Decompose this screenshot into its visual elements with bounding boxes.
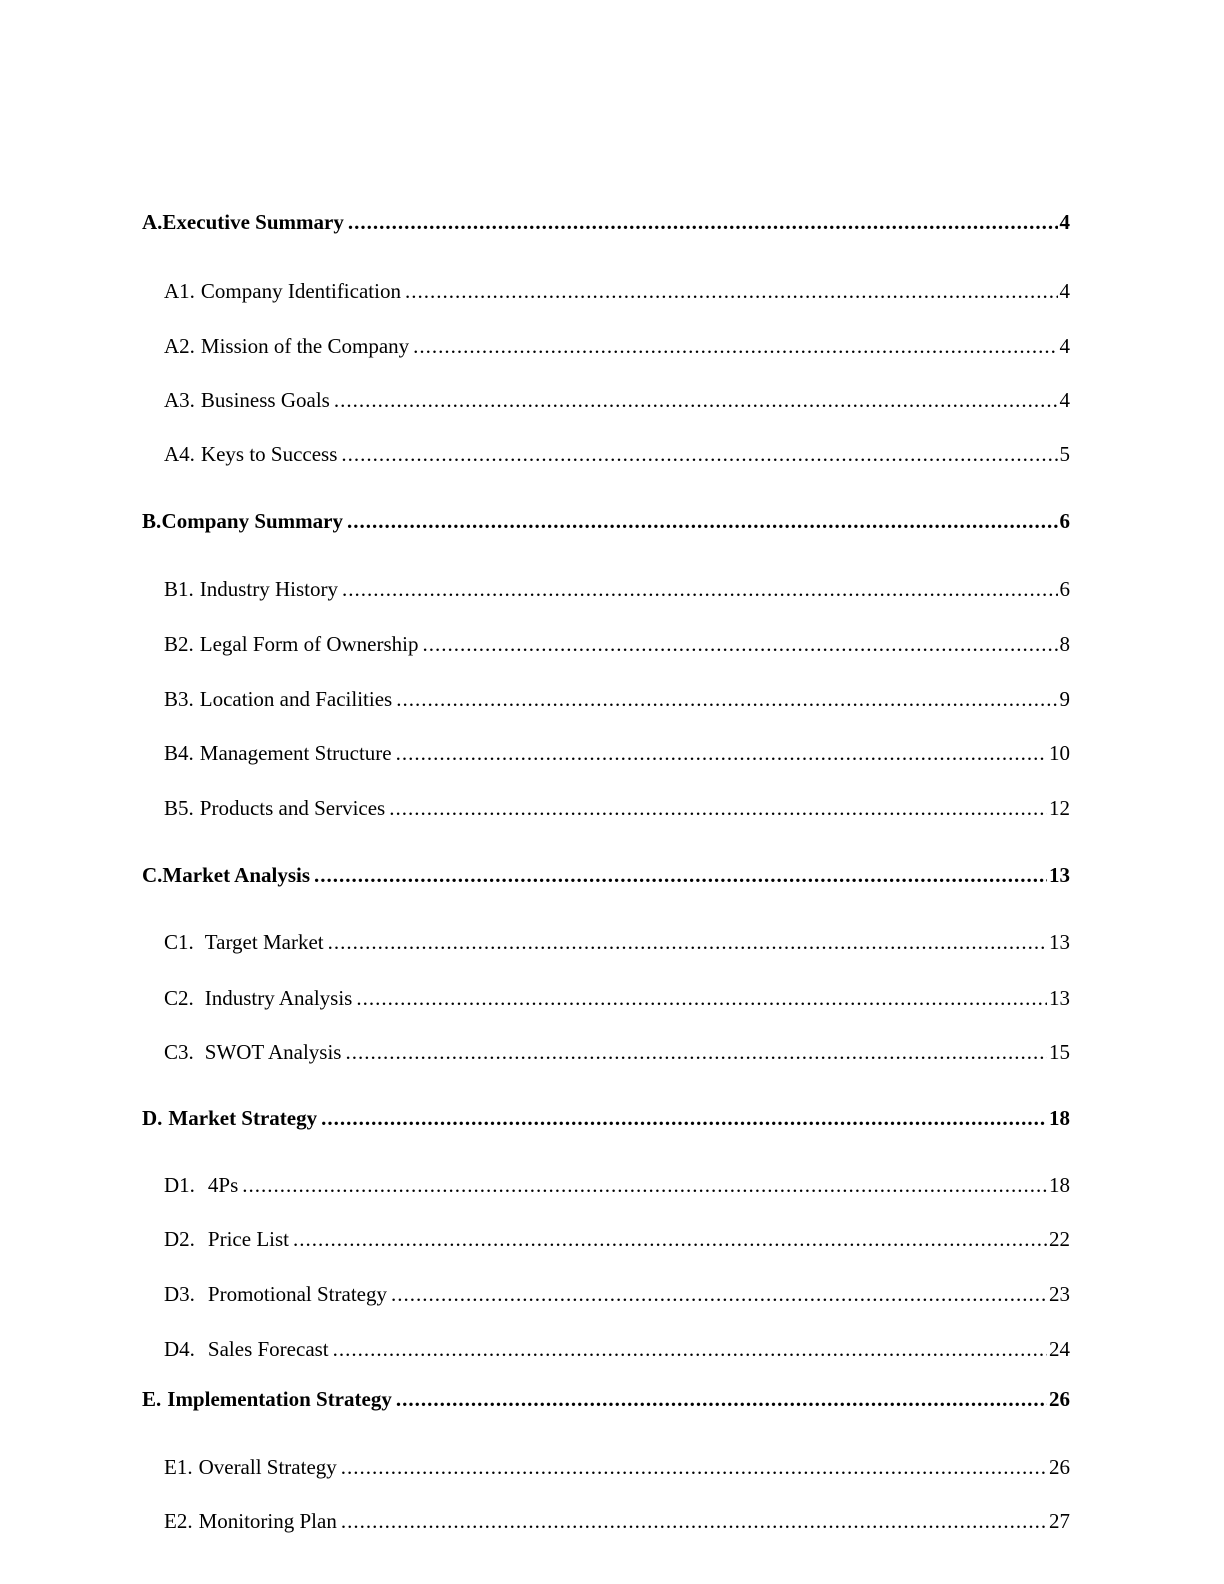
toc-number: D. xyxy=(142,1106,163,1130)
toc-title: Sales Forecast xyxy=(207,1337,329,1361)
toc-number: A2. xyxy=(164,334,195,358)
toc-title: Legal Form of Ownership xyxy=(199,632,419,656)
toc-leader-dots xyxy=(345,1039,1047,1065)
toc-leader-dots xyxy=(356,985,1047,1011)
toc-title: Industry Analysis xyxy=(204,986,353,1010)
toc-title: Target Market xyxy=(204,930,324,954)
toc-leader-dots xyxy=(396,686,1057,712)
toc-page-number: 22 xyxy=(1049,1227,1070,1251)
toc-number: B3. xyxy=(164,687,194,711)
toc-title: SWOT Analysis xyxy=(204,1040,342,1064)
toc-leader-dots xyxy=(328,929,1047,955)
toc-leader-dots xyxy=(242,1172,1047,1198)
toc-title: Products and Services xyxy=(199,796,386,820)
toc-entry-a4[interactable] xyxy=(164,441,1070,467)
toc-number: A3. xyxy=(164,388,195,412)
toc-title: Market Analysis xyxy=(162,863,311,887)
toc-number: B2. xyxy=(164,632,194,656)
toc-leader-dots xyxy=(391,1281,1047,1307)
toc-heading-b[interactable] xyxy=(142,508,1070,534)
toc-page-number: 4 xyxy=(1059,279,1070,303)
toc-number: C2. xyxy=(164,986,194,1010)
toc-title: Location and Facilities xyxy=(199,687,393,711)
toc-number: B. xyxy=(142,509,162,533)
toc-number: D1. xyxy=(164,1173,195,1197)
toc-leader-dots xyxy=(334,387,1058,413)
toc-page-number: 6 xyxy=(1059,577,1070,601)
toc-page-number: 15 xyxy=(1049,1040,1070,1064)
toc-number: A4. xyxy=(164,442,195,466)
toc-number: D3. xyxy=(164,1282,195,1306)
toc-page-number: 18 xyxy=(1049,1173,1070,1197)
toc-entry-b4[interactable] xyxy=(164,740,1070,766)
toc-page-number: 10 xyxy=(1049,741,1070,765)
toc-leader-dots xyxy=(347,508,1058,534)
toc-leader-dots xyxy=(293,1226,1047,1252)
toc-page-number: 13 xyxy=(1049,930,1070,954)
toc-page-number: 18 xyxy=(1049,1106,1070,1130)
toc-leader-dots xyxy=(321,1105,1047,1131)
toc-number: A1. xyxy=(164,279,195,303)
toc-leader-dots xyxy=(396,740,1047,766)
toc-leader-dots xyxy=(314,862,1047,888)
toc-leader-dots xyxy=(422,631,1057,657)
toc-number: D4. xyxy=(164,1337,195,1361)
toc-page-number: 24 xyxy=(1049,1337,1070,1361)
toc-title: Management Structure xyxy=(199,741,392,765)
toc-entry-c1[interactable] xyxy=(164,929,1070,955)
toc-entry-d1[interactable] xyxy=(164,1172,1070,1198)
toc-entry-b2[interactable] xyxy=(164,631,1070,657)
toc-title: Business Goals xyxy=(200,388,330,412)
toc-heading-d[interactable] xyxy=(142,1105,1070,1131)
toc-title: Keys to Success xyxy=(200,442,338,466)
toc-title: Company Identification xyxy=(200,279,401,303)
toc-heading-c[interactable] xyxy=(142,862,1070,888)
toc-entry-b3[interactable] xyxy=(164,686,1070,712)
toc-leader-dots xyxy=(413,333,1057,359)
toc-heading-e[interactable] xyxy=(142,1386,1070,1412)
toc-number: C. xyxy=(142,863,163,887)
toc-entry-a1[interactable] xyxy=(164,278,1070,304)
toc-entry-e2[interactable] xyxy=(164,1508,1070,1534)
toc-page-number: 26 xyxy=(1049,1455,1070,1479)
toc-entry-d3[interactable] xyxy=(164,1281,1070,1307)
toc-page-number: 12 xyxy=(1049,796,1070,820)
toc-leader-dots xyxy=(396,1386,1047,1412)
toc-title: Overall Strategy xyxy=(198,1455,337,1479)
toc-entry-a2[interactable] xyxy=(164,333,1070,359)
toc-number: E1. xyxy=(164,1455,193,1479)
toc-page-number: 4 xyxy=(1059,334,1070,358)
toc-title: Company Summary xyxy=(161,509,343,533)
toc-page-number: 13 xyxy=(1049,863,1070,887)
toc-page-number: 23 xyxy=(1049,1282,1070,1306)
toc-leader-dots xyxy=(389,795,1047,821)
toc-entry-c2[interactable] xyxy=(164,985,1070,1011)
toc-entry-a3[interactable] xyxy=(164,387,1070,413)
toc-title: Industry History xyxy=(199,577,339,601)
toc-leader-dots xyxy=(342,576,1057,602)
toc-number: C3. xyxy=(164,1040,194,1064)
toc-page-number: 5 xyxy=(1059,442,1070,466)
toc-page-number: 4 xyxy=(1059,210,1070,234)
toc-number: A. xyxy=(142,210,163,234)
toc-number: D2. xyxy=(164,1227,195,1251)
toc-leader-dots xyxy=(348,209,1058,235)
toc-page-number: 6 xyxy=(1059,509,1070,533)
toc-page-number: 4 xyxy=(1059,388,1070,412)
toc-number: B5. xyxy=(164,796,194,820)
toc-page-number: 13 xyxy=(1049,986,1070,1010)
toc-entry-b1[interactable] xyxy=(164,576,1070,602)
toc-leader-dots xyxy=(341,441,1057,467)
toc-leader-dots xyxy=(341,1508,1047,1534)
toc-title: Promotional Strategy xyxy=(207,1282,387,1306)
toc-leader-dots xyxy=(405,278,1058,304)
toc-number: E. xyxy=(142,1387,162,1411)
toc-entry-d4[interactable] xyxy=(164,1336,1070,1362)
toc-page-number: 26 xyxy=(1049,1387,1070,1411)
toc-page-number: 27 xyxy=(1049,1509,1070,1533)
toc-leader-dots xyxy=(333,1336,1047,1362)
toc-page-number: 9 xyxy=(1059,687,1070,711)
toc-heading-a[interactable] xyxy=(142,209,1070,235)
toc-entry-b5[interactable] xyxy=(164,795,1070,821)
toc-title: Market Strategy xyxy=(168,1106,318,1130)
toc-title: Monitoring Plan xyxy=(198,1509,337,1533)
toc-title: Mission of the Company xyxy=(200,334,410,358)
toc-entry-d2[interactable] xyxy=(164,1226,1070,1252)
toc-number: E2. xyxy=(164,1509,193,1533)
toc-title: Executive Summary xyxy=(162,210,344,234)
toc-number: B1. xyxy=(164,577,194,601)
toc-title: Implementation Strategy xyxy=(167,1387,392,1411)
toc-number: B4. xyxy=(164,741,194,765)
toc-entry-e1[interactable] xyxy=(164,1454,1070,1480)
toc-number: C1. xyxy=(164,930,194,954)
toc-title: Price List xyxy=(207,1227,289,1251)
toc-leader-dots xyxy=(341,1454,1047,1480)
toc-page-number: 8 xyxy=(1059,632,1070,656)
toc-entry-c3[interactable] xyxy=(164,1039,1070,1065)
toc-title: 4Ps xyxy=(207,1173,239,1197)
